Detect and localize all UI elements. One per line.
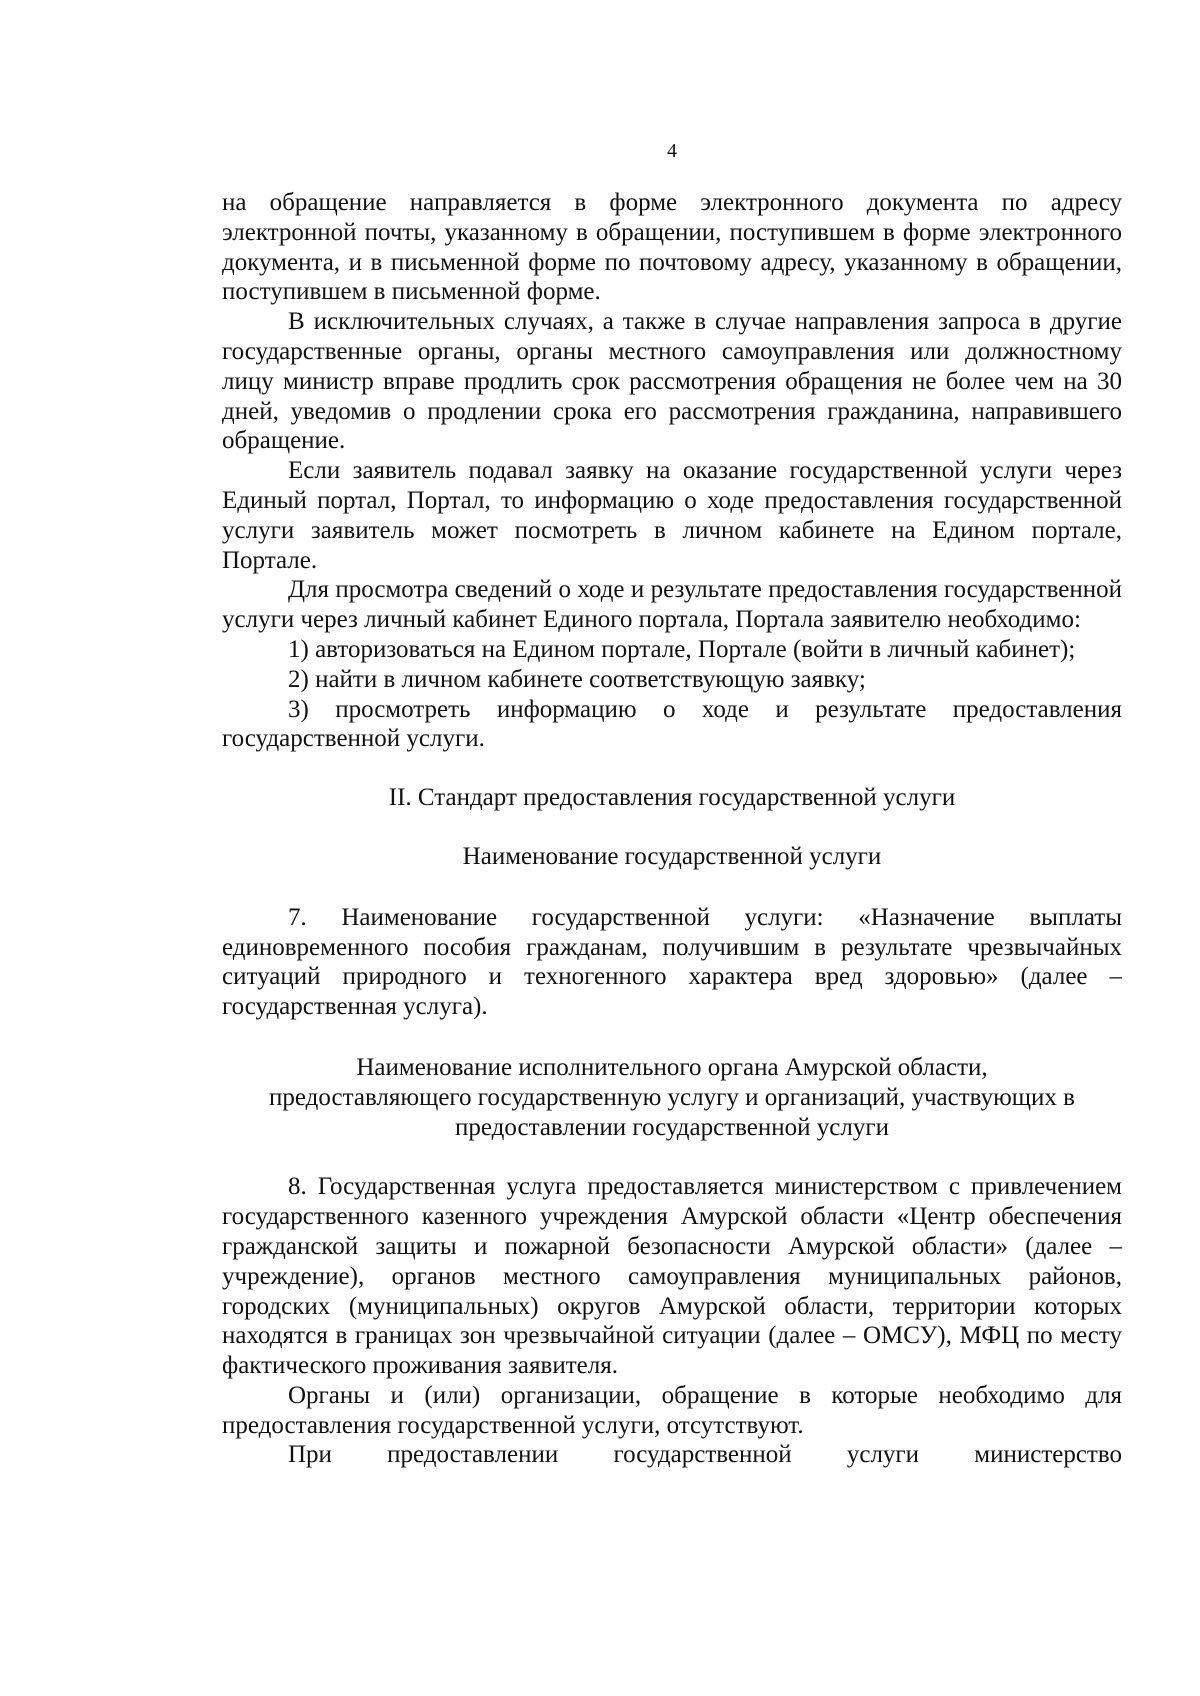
paragraph-view-info: Для просмотра сведений о ходе и результате предоставления государственной услуги через личный кабинет Единого портала, Портала заявителю необходимо: bbox=[222, 576, 1122, 634]
subheading-line-1: Наименование исполнительного органа Амурской области, bbox=[356, 1053, 988, 1081]
page-number: 4 bbox=[667, 140, 677, 162]
paragraph-portal-status: Если заявитель подавал заявку на оказание государственной услуги через Единый портал, Портал, то информацию о ходе предоставления государственной услуги заявитель может посмотреть в личном кабинете на Едином портале, Портале. bbox=[222, 457, 1122, 574]
paragraph-ministry-start: При предоставлении государственной услуги министерство bbox=[288, 1441, 1122, 1469]
paragraph-service-name: 7. Наименование государственной услуги: «Назначение выплаты единовременного пособия гражданам, получившим в результате чрезвычайных ситуаций природного и техногенного характера вред здоровью» (далее – государственная услуга). bbox=[222, 903, 1122, 1021]
list-item-authorize: 1) авторизоваться на Едином портале, Портале (войти в личный кабинет); bbox=[288, 635, 1076, 663]
subheading-executive-body bbox=[222, 1053, 1122, 1142]
list-item-find-application: 2) найти в личном кабинете соответствующую заявку; bbox=[288, 665, 866, 693]
paragraph-provider: 8. Государственная услуга предоставляется министерством с привлечением государственного казенного учреждения Амурской области «Центр обеспечения гражданской защиты и пожарной безопасности Амурской области» (далее – учреждение), органов местного самоуправления муниципальных районов, городских (муниципальных) округов Амурской области, территории которых находятся в границах зон чрезвычайной ситуации (далее – ОМСУ), МФЦ по месту фактического проживания заявителя. bbox=[222, 1173, 1122, 1380]
subheading-line-2: предоставляющего государственную услугу и организаций, участвующих в bbox=[269, 1083, 1075, 1111]
paragraph-response-delivery: на обращение направляется в форме электронного документа по адресу электронной почты, указанному в обращении, поступившем в форме электронного документа, и в письменной форме по почтовому адресу, указанному в обращении, поступившем в письменной форме. bbox=[222, 189, 1122, 306]
subheading-service-name: Наименование государственной услуги bbox=[462, 842, 882, 870]
section-heading-standard: II. Стандарт предоставления государственной услуги bbox=[388, 784, 956, 812]
document-body bbox=[222, 188, 1122, 1470]
subheading-line-3: предоставлении государственной услуги bbox=[455, 1113, 889, 1141]
paragraph-extension: В исключительных случаях, а также в случае направления запроса в другие государственные органы, органы местного самоуправления или должностному лицу министр вправе продлить срок рассмотрения обращения не более чем на 30 дней, уведомив о продлении срока его рассмотрения гражданина, направившего обращение. bbox=[222, 308, 1122, 455]
paragraph-no-other-orgs: Органы и (или) организации, обращение в которые необходимо для предоставления государственной услуги, отсутствуют. bbox=[222, 1381, 1122, 1439]
document-page bbox=[222, 0, 1122, 1696]
list-item-view-progress: 3) просмотреть информацию о ходе и результате предоставления государственной услуги. bbox=[222, 695, 1122, 753]
